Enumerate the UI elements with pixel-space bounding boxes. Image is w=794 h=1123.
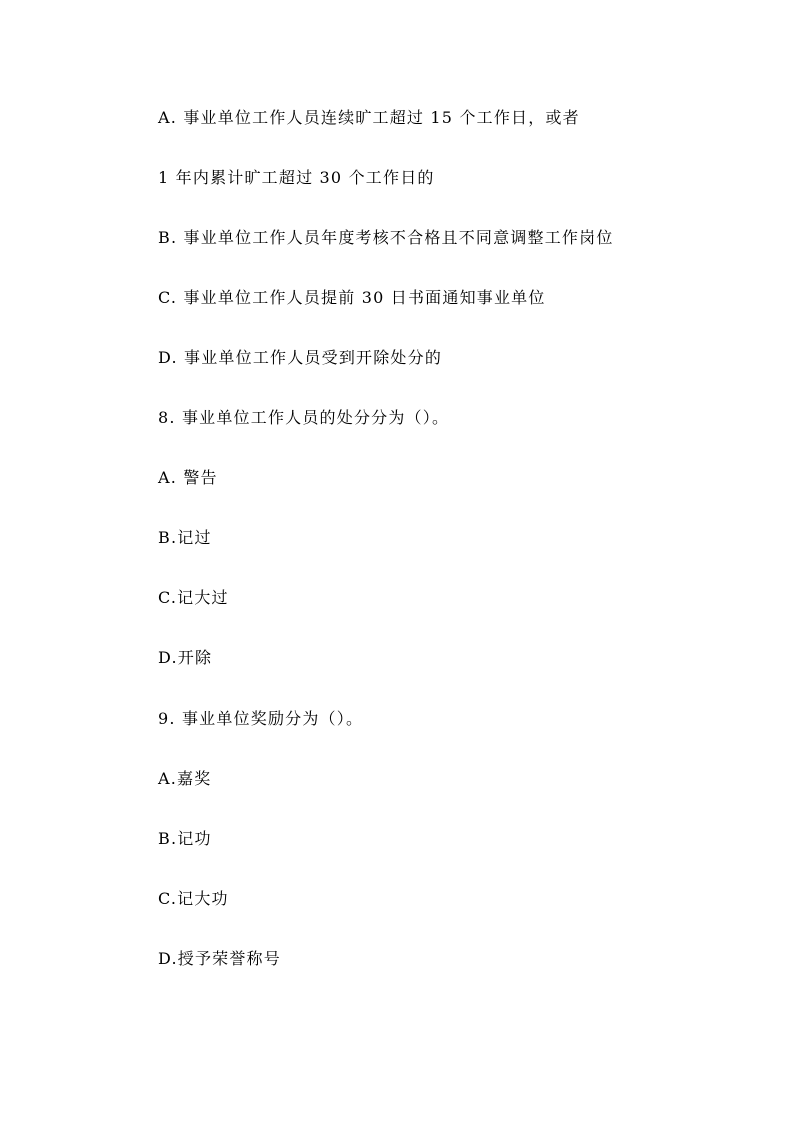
question-9-option-b: B.记功: [158, 829, 212, 848]
question-9: 9. 事业单位奖励分为（）。: [158, 709, 364, 728]
question-9-option-a: A.嘉奖: [158, 769, 212, 788]
question-8-option-b: B.记过: [158, 528, 212, 547]
option-c: C. 事业单位工作人员提前 30 日书面通知事业单位: [158, 288, 546, 307]
question-8: 8. 事业单位工作人员的处分分为（）。: [158, 408, 450, 427]
question-8-option-a: A. 警告: [158, 468, 218, 487]
question-8-option-d: D.开除: [158, 648, 213, 667]
question-9-option-c: C.记大功: [158, 889, 229, 908]
question-8-option-c: C.记大过: [158, 588, 229, 607]
option-a-line-1: A. 事业单位工作人员连续旷工超过 15 个工作日，或者: [158, 108, 580, 127]
question-9-option-d: D.授予荣誉称号: [158, 949, 281, 968]
option-a-line-2: 1 年内累计旷工超过 30 个工作日的: [158, 168, 435, 187]
option-b: B. 事业单位工作人员年度考核不合格且不同意调整工作岗位: [158, 228, 614, 247]
option-d: D. 事业单位工作人员受到开除处分的: [158, 348, 443, 367]
